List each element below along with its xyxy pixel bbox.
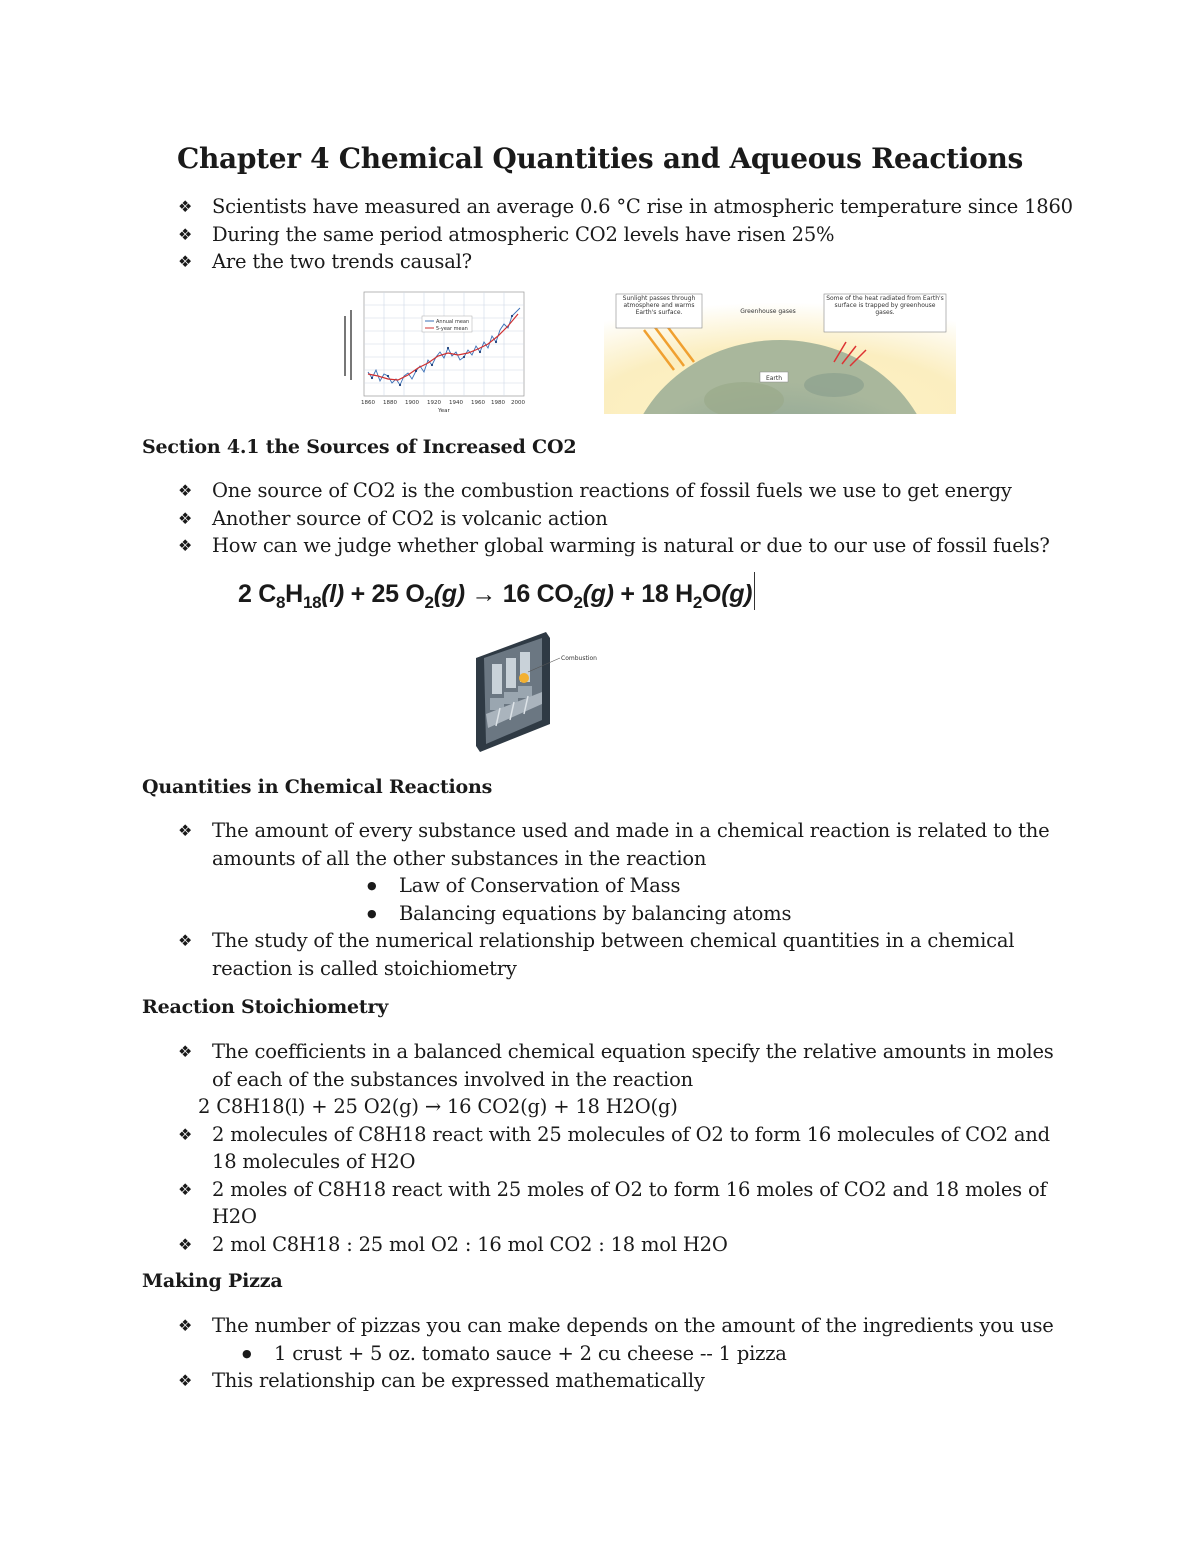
list-item: ❖ Another source of CO2 is volcanic action	[178, 505, 1078, 533]
list-item: ❖ 2 moles of C8H18 react with 25 moles of O2 to form 16 moles of CO2 and 18 moles of H2O	[178, 1176, 1078, 1231]
x-tick: 1940	[449, 400, 463, 406]
list-item: ❖ The number of pizzas you can make depends on the amount of the ingredients you use	[178, 1312, 1078, 1340]
legend-5yr: 5-year mean	[436, 326, 468, 332]
x-tick: 2000	[511, 400, 525, 406]
sub-list-container	[178, 872, 1078, 927]
sub-list-item: ● Balancing equations by balancing atoms	[399, 900, 1078, 928]
x-tick: 1920	[427, 400, 441, 406]
callout-mid: Greenhouse gases	[740, 308, 796, 315]
intro-bullet-list	[178, 193, 1078, 276]
text-cursor	[754, 572, 755, 610]
x-axis-label: Year	[438, 408, 450, 414]
sub-list-container	[178, 1340, 1078, 1368]
list-item: ❖ One source of CO2 is the combustion reactions of fossil fuels we use to get energy	[178, 477, 1078, 505]
list-item: ❖ During the same period atmospheric CO2 levels have risen 25%	[178, 221, 1078, 249]
legend-annual: Annual mean	[436, 319, 470, 325]
sub-list-item: ● 1 crust + 5 oz. tomato sauce + 2 cu cheese -- 1 pizza	[274, 1340, 1078, 1368]
list-item: ❖ 2 mol C8H18 : 25 mol O2 : 16 mol CO2 : 18 mol H2O	[178, 1231, 1078, 1259]
section-heading: Reaction Stoichiometry	[142, 996, 389, 1018]
list-item: ❖ 2 molecules of C8H18 react with 25 molecules of O2 to form 16 molecules of CO2 and 18 molecules of H2O	[178, 1121, 1078, 1176]
section3-bullet-list	[178, 1038, 1078, 1258]
earth-label: Earth	[765, 375, 783, 382]
list-item: ❖ The coefficients in a balanced chemical equation specify the relative amounts in moles of each of the substances involved in the reaction	[178, 1038, 1078, 1093]
temperature-chart-figure	[334, 286, 530, 418]
x-tick: 1860	[361, 400, 375, 406]
x-tick: 1960	[471, 400, 485, 406]
list-item: ❖ This relationship can be expressed mathematically	[178, 1367, 1078, 1395]
list-item: ❖ Scientists have measured an average 0.6 °C rise in atmospheric temperature since 1860	[178, 193, 1078, 221]
section-heading: Quantities in Chemical Reactions	[142, 776, 493, 798]
callout-left: Sunlight passes through atmosphere and warms Earth's surface.	[622, 295, 696, 316]
section2-bullet-list	[178, 817, 1078, 982]
x-tick: 1880	[383, 400, 397, 406]
list-item: ❖ The amount of every substance used and made in a chemical reaction is related to the amounts of all the other substances in the reaction	[178, 817, 1078, 872]
section-heading: Making Pizza	[142, 1270, 283, 1292]
list-item: ❖ Are the two trends causal?	[178, 248, 1078, 276]
section-heading: Section 4.1 the Sources of Increased CO2	[142, 436, 577, 458]
list-item: ❖ How can we judge whether global warming is natural or due to our use of fossil fuels?	[178, 532, 1078, 560]
callout-right: Some of the heat radiated from Earth's surface is trapped by greenhouse gases.	[826, 295, 944, 316]
engine-label: Combustion	[561, 655, 597, 662]
sub-list-item: ● Law of Conservation of Mass	[399, 872, 1078, 900]
engine-figure	[466, 628, 616, 754]
greenhouse-figure	[604, 290, 956, 414]
x-tick: 1900	[405, 400, 419, 406]
section1-bullet-list	[178, 477, 1078, 560]
combustion-equation: 2 $C_8H_{18}(l) + 25$ $O_2(g) \to 16$ $CO_2(g) + 18$ $H_2O(g)$	[238, 572, 755, 613]
list-item: ❖ The study of the numerical relationship between chemical quantities in a chemical reaction is called stoichiometry	[178, 927, 1078, 982]
x-tick: 1980	[491, 400, 505, 406]
page-title: Chapter 4 Chemical Quantities and Aqueous Reactions	[176, 142, 1024, 175]
section4-bullet-list	[178, 1312, 1078, 1395]
equation-line: 2 C8H18(l) + 25 O2(g) → 16 CO2(g) + 18 H2O(g)	[198, 1095, 678, 1118]
